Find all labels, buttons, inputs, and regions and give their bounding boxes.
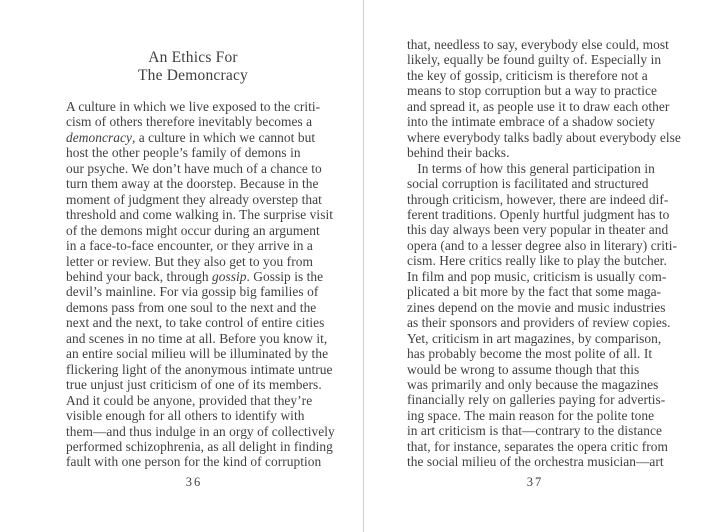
- text-line: visible enough for all others to identify with: [66, 408, 305, 424]
- text-line: behind their backs.: [407, 145, 510, 161]
- text-line: And it could be anyone, provided that they’re: [66, 392, 313, 408]
- page-body-text: [407, 37, 681, 470]
- text-line: next and the next, to take control of entire cities: [66, 315, 325, 331]
- text-line: that, needless to say, everybody else could, most: [407, 37, 669, 52]
- text-line: Yet, criticism in art magazines, by comparison,: [407, 330, 662, 346]
- text-line: devil’s mainline. For via gossip big families of: [66, 284, 319, 300]
- text-line: demoncracy, a culture in which we cannot but: [66, 129, 316, 145]
- text-line: likely, equally be found guilty of. Especially in: [407, 52, 662, 68]
- text-line: plicated a bit more by the fact that some maga-: [407, 284, 662, 300]
- text-line: the key of gossip, criticism is therefore not a: [407, 67, 648, 83]
- page-body-text: [66, 99, 335, 470]
- text-line: social corruption is facilitated and structured: [407, 176, 649, 192]
- text-line: into the intimate embrace of a shadow society: [407, 114, 656, 130]
- chapter-title: [66, 49, 320, 84]
- text-line: opera (and to a lesser degree also in literary) criti-: [407, 237, 678, 253]
- page-number: 36: [185, 474, 203, 489]
- text-line: where everybody talks badly about everybody else: [407, 129, 681, 145]
- text-line: our psyche. We don’t have much of a chance to: [66, 160, 322, 176]
- text-line: zines depend on the movie and music industries: [407, 299, 666, 315]
- text-line: that, for instance, separates the opera critic from: [407, 438, 668, 454]
- page-left: [66, 49, 335, 490]
- text-line: demons pass from one soul to the next and the: [66, 299, 317, 315]
- text-line: ing space. The main reason for the polite tone: [407, 407, 655, 423]
- page-number: 37: [526, 474, 544, 489]
- text-line: performed schizophrenia, as all delight in finding: [66, 438, 333, 454]
- text-line: means to stop corruption but a way to practice: [407, 83, 657, 99]
- text-line: as their sponsors and providers of review copies.: [407, 315, 671, 331]
- text-line: and scenes in no time at all. Before you know it,: [66, 330, 328, 346]
- text-line: and spread it, as people use it to draw each other: [407, 98, 670, 114]
- text-line: financially rely on galleries paying for advertis-: [407, 392, 666, 408]
- text-line: cism of others therefore inevitably becomes a: [66, 114, 313, 130]
- page-right: [407, 37, 681, 490]
- text-line: true unjust just criticism of one of its members.: [66, 377, 322, 393]
- text-line: them—and thus indulge in an orgy of collectively: [66, 423, 335, 439]
- text-line: was primarily and only because the magazines: [407, 376, 659, 392]
- chapter-title-line-1: An Ethics For: [148, 49, 238, 66]
- text-line: flickering light of the anonymous intimate untrue: [66, 361, 333, 377]
- text-line: the social milieu of the orchestra musician—art: [407, 454, 664, 470]
- text-line: moment of judgment they already overstep that: [66, 191, 322, 207]
- text-line: this day always been very popular in theater and: [407, 222, 669, 238]
- text-line: has probably become the most polite of all. It: [407, 346, 653, 362]
- text-line: turn them away at the doorstep. Because in the: [66, 176, 319, 192]
- text-line: In terms of how this general participation in: [407, 160, 655, 176]
- text-line: A culture in which we live exposed to the criti-: [66, 99, 321, 114]
- text-line: host the other people’s family of demons in: [66, 145, 301, 161]
- text-line: an entire social milieu will be illuminated by the: [66, 346, 329, 362]
- text-line: fault with one person for the kind of corruption: [66, 454, 322, 470]
- text-line: letter or review. But they also get to you from: [66, 253, 313, 269]
- text-line: would be wrong to assume though that this: [407, 361, 640, 377]
- text-line: of the demons might occur during an argument: [66, 222, 320, 238]
- text-line: cism. Here critics really like to play the butcher.: [407, 253, 667, 269]
- text-line: through criticism, however, there are indeed dif-: [407, 191, 669, 207]
- text-line: ferent traditions. Openly hurtful judgment has to: [407, 206, 670, 222]
- text-line: behind your back, through gossip. Gossip is the: [66, 268, 324, 284]
- text-line: In film and pop music, criticism is usually com-: [407, 268, 667, 284]
- text-line: in art criticism is that—contrary to the distance: [407, 423, 662, 439]
- text-line: in a face-to-face encounter, or they arrive in a: [66, 238, 313, 254]
- text-line: threshold and come walking in. The surprise visit: [66, 207, 333, 223]
- chapter-title-line-2: The Demoncracy: [138, 66, 248, 84]
- page-gutter-divider: [363, 0, 364, 532]
